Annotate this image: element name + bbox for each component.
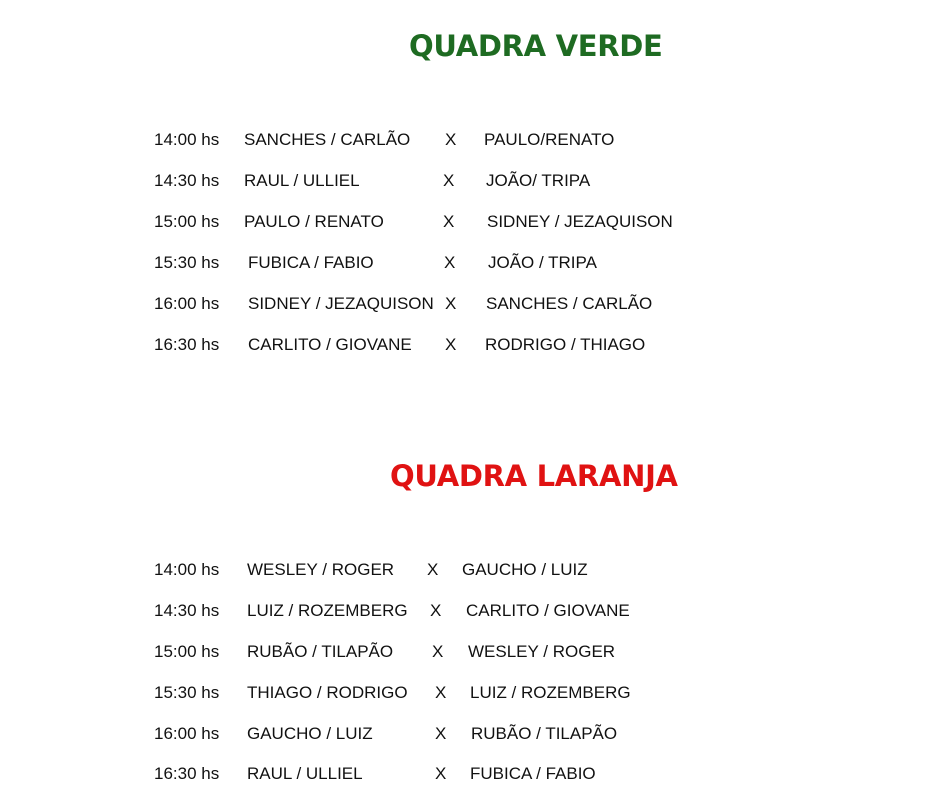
match-row <box>0 599 928 623</box>
team-a: LUIZ / ROZEMBERG <box>247 601 408 620</box>
team-a: RUBÃO / TILAPÃO <box>247 642 394 661</box>
team-b: WESLEY / ROGER <box>468 642 616 661</box>
team-a: WESLEY / ROGER <box>247 560 395 579</box>
versus-mark: X <box>435 683 447 702</box>
team-a: SIDNEY / JEZAQUISON <box>248 294 434 313</box>
team-a: THIAGO / RODRIGO <box>247 683 408 702</box>
versus-mark: X <box>435 764 447 783</box>
match-row <box>0 169 928 193</box>
team-a: CARLITO / GIOVANE <box>248 335 412 354</box>
match-time: 16:00 hs <box>154 294 220 313</box>
match-row <box>0 292 928 316</box>
team-a: SANCHES / CARLÃO <box>244 130 411 149</box>
team-a: FUBICA / FABIO <box>248 253 374 272</box>
team-b: GAUCHO / LUIZ <box>462 560 588 579</box>
match-time: 14:00 hs <box>154 130 220 149</box>
team-b: SIDNEY / JEZAQUISON <box>487 212 673 231</box>
team-b: RUBÃO / TILAPÃO <box>471 724 618 743</box>
match-row <box>0 762 928 786</box>
team-a: PAULO / RENATO <box>244 212 384 231</box>
versus-mark: X <box>444 253 456 272</box>
team-b: LUIZ / ROZEMBERG <box>470 683 631 702</box>
match-time: 15:00 hs <box>154 642 220 661</box>
match-time: 16:30 hs <box>154 335 220 354</box>
versus-mark: X <box>445 335 457 354</box>
versus-mark: X <box>427 560 439 579</box>
team-b: FUBICA / FABIO <box>470 764 596 783</box>
team-b: PAULO/RENATO <box>484 130 615 149</box>
team-b: RODRIGO / THIAGO <box>485 335 646 354</box>
match-row <box>0 333 928 357</box>
team-b: SANCHES / CARLÃO <box>486 294 653 313</box>
team-a: GAUCHO / LUIZ <box>247 724 373 743</box>
match-time: 14:30 hs <box>154 601 220 620</box>
versus-mark: X <box>445 294 457 313</box>
versus-mark: X <box>430 601 442 620</box>
match-time: 14:00 hs <box>154 560 220 579</box>
match-row <box>0 640 928 664</box>
team-b: JOÃO / TRIPA <box>488 253 597 272</box>
versus-mark: X <box>435 724 447 743</box>
team-a: RAUL / ULLIEL <box>244 171 360 190</box>
match-row <box>0 558 928 582</box>
versus-mark: X <box>432 642 444 661</box>
court-title-laranja: QUADRA LARANJA <box>390 459 678 493</box>
match-time: 15:00 hs <box>154 212 220 231</box>
team-b: JOÃO/ TRIPA <box>486 171 591 190</box>
match-time: 16:00 hs <box>154 724 220 743</box>
match-row <box>0 681 928 705</box>
match-time: 16:30 hs <box>154 764 220 783</box>
match-time: 15:30 hs <box>154 683 220 702</box>
match-row <box>0 251 928 275</box>
match-time: 15:30 hs <box>154 253 220 272</box>
versus-mark: X <box>443 212 455 231</box>
match-row <box>0 210 928 234</box>
team-a: RAUL / ULLIEL <box>247 764 363 783</box>
versus-mark: X <box>445 130 457 149</box>
versus-mark: X <box>443 171 455 190</box>
team-b: CARLITO / GIOVANE <box>466 601 630 620</box>
court-title-verde: QUADRA VERDE <box>409 29 663 63</box>
match-row <box>0 722 928 746</box>
match-row <box>0 128 928 152</box>
match-time: 14:30 hs <box>154 171 220 190</box>
